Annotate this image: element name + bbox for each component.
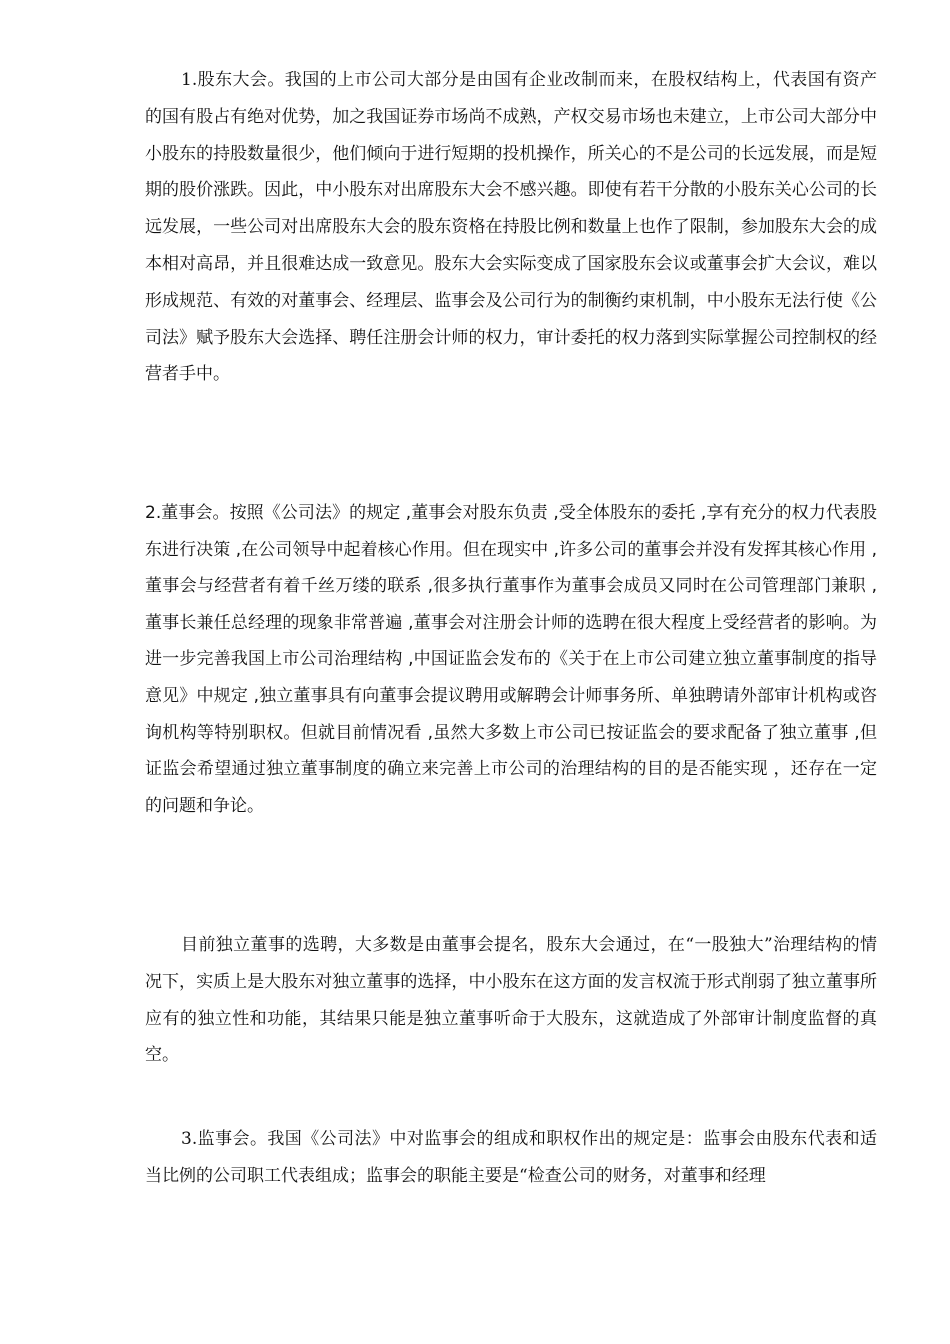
paragraph-shareholders-meeting: 1.股东大会。我国的上市公司大部分是由国有企业改制而来，在股权结构上，代表国有资产的国有股占有绝对优势，加之我国证券市场尚不成熟，产权交易市场也未建立，上市公司大部分中小股东的持股数量很少，他们倾向于进行短期的投机操作，所关心的不是公司的长远发展，而是短期的股价涨跌。因此，中小股东对出席股东大会不感兴趣。即使有若干分散的小股东关心公司的长远发展，一些公司对出席股东大会的股东资格在持股比例和数量上也作了限制，参加股东大会的成本相对高昂，并且很难达成一致意见。股东大会实际变成了国家股东会议或董事会扩大会议，难以形成规范、有效的对董事会、经理层、监事会及公司行为的制衡约束机制，中小股东无法行使《公司法》赋予股东大会选择、聘任注册会计师的权力，审计委托的权力落到实际掌握公司控制权的经营者手中。 [145,70,877,385]
paragraph-board-of-directors: 2.董事会。按照《公司法》的规定 ,董事会对股东负责 ,受全体股东的委托 ,享有充分的权力代表股东进行决策 ,在公司领导中起着核心作用。但在现实中 ,许多公司的董事会并没有发挥其核心作用 ,董事会与经营者有着千丝万缕的联系 ,很多执行董事作为董事会成员又同时在公司管理部门兼职 ,董事长兼任总经理的现象非常普遍 ,董事会对注册会计师的选聘在很大程度上受经营者的影响。为进一步完善我国上市公司治理结构 ,中国证监会发布的《关于在上市公司建立独立董事制度的指导意见》中规定 ,独立董事具有向董事会提议聘用或解聘会计师事务所、单独聘请外部审计机构或咨询机构等特别职权。但就目前情况看 ,虽然大多数上市公司已按证监会的要求配备了独立董事 ,但证监会希望通过独立董事制度的确立来完善上市公司的治理结构的目的是否能实现 ，还存在一定的问题和争论。 [145,503,877,816]
paragraph-independent-directors: 目前独立董事的选聘，大多数是由董事会提名，股东大会通过，在“一股独大”治理结构的情况下，实质上是大股东对独立董事的选择，中小股东在这方面的发言权流于形式削弱了独立董事所应有的独立性和功能，其结果只能是独立董事听命于大股东，这就造成了外部审计制度监督的真空。 [145,935,877,1066]
paragraph-supervisory-board: 3.监事会。我国《公司法》中对监事会的组成和职权作出的规定是：监事会由股东代表和适当比例的公司职工代表组成；监事会的职能主要是“检查公司的财务，对董事和经理 [145,1129,877,1186]
